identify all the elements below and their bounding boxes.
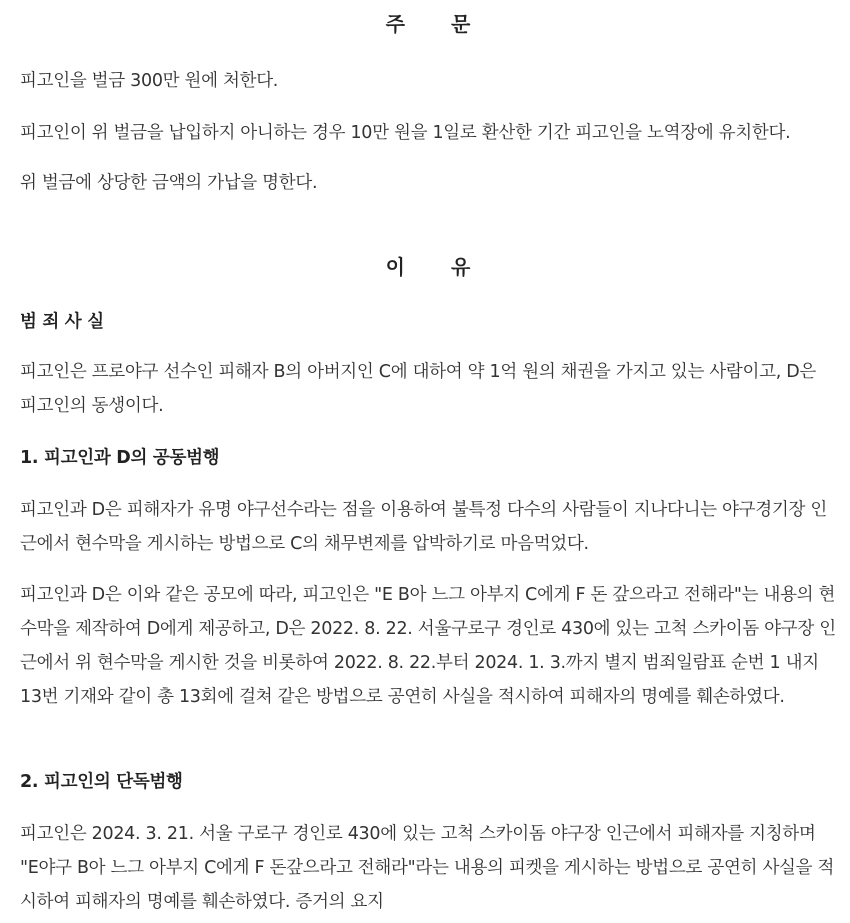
section-single-crime-title: 2. 피고인의 단독범행	[20, 772, 183, 792]
section-joint-crime-title: 1. 피고인과 D의 공동범행	[20, 448, 220, 468]
section-joint-crime-paragraph-1: 피고인과 D은 피해자가 유명 야구선수라는 점을 이용하여 불특정 다수의 사람들이 지나다니는 야구경기장 인근에서 현수막을 게시하는 방법으로 C의 채무변제를 압박하기로 마음먹었다.	[20, 500, 827, 554]
section-joint-crime-paragraph-2: 피고인과 D은 이와 같은 공모에 따라, 피고인은 "E B아 느그 아부지 C에게 F 돈 갚으라고 전해라"는 내용의 현수막을 제작하여 D에게 제공하고, D은 2022. 8. 22. 서울구로구 경인로 430에 있는 고척 스카이돔 야구장 인근에서 위 현수막을 게시한 것을 비롯하여 2022. 8. 22.부터 2024. 1. 3.까지 별지 범죄일람표 순번 1 내지 13번 기재와 같이 총 13회에 걸쳐 같은 방법으로 공연히 사실을 적시하여 피해자의 명예를 훼손하였다.	[20, 585, 836, 707]
order-paragraph-workhouse: 피고인이 위 벌금을 납입하지 아니하는 경우 10만 원을 1일로 환산한 기간 피고인을 노역장에 유치한다.	[20, 123, 791, 143]
order-heading: 주문	[385, 12, 517, 36]
reason-heading: 이유	[385, 255, 517, 279]
facts-paragraph: 피고인은 프로야구 선수인 피해자 B의 아버지인 C에 대하여 약 1억 원의 채권을 가지고 있는 사람이고, D은 피고인의 동생이다.	[20, 362, 817, 416]
facts-title: 범 죄 사 실	[20, 312, 104, 332]
order-paragraph-fine: 피고인을 벌금 300만 원에 처한다.	[20, 71, 279, 91]
section-single-crime-paragraph: 피고인은 2024. 3. 21. 서울 구로구 경인로 430에 있는 고척 스카이돔 야구장 인근에서 피해자를 지칭하며 "E야구 B아 느그 아부지 C에게 F 돈갚으라고 전해라"라는 내용의 피켓을 게시하는 방법으로 공연히 사실을 적시하여 피해자의 명예를 훼손하였다. 증거의 요지	[20, 824, 835, 912]
order-paragraph-provisional-payment: 위 벌금에 상당한 금액의 가납을 명한다.	[20, 173, 318, 193]
